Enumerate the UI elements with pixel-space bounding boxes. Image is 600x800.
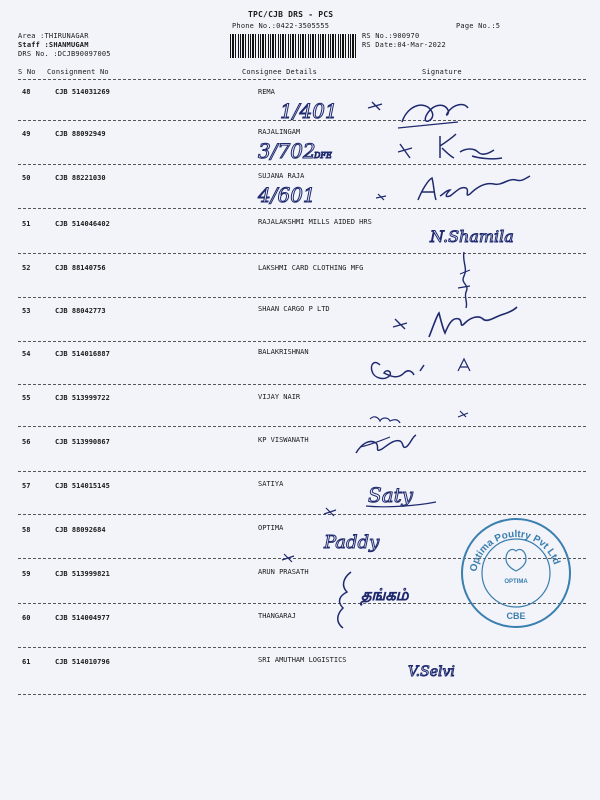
row-sno: 53 xyxy=(22,307,31,315)
col-consignment-header: Consignment No xyxy=(47,68,109,76)
phone-number: Phone No.:0422-3505555 xyxy=(232,22,330,30)
signature-row61 xyxy=(400,648,520,688)
row-consignment: CJB 88042773 xyxy=(55,307,106,315)
handwritten-signature: Paddy xyxy=(324,532,380,553)
report-title: TPC/CJB DRS - PCS xyxy=(248,10,334,19)
row-consignment: CJB 514004977 xyxy=(55,614,110,622)
rs-date: RS Date:04-Mar-2022 xyxy=(362,41,446,49)
row-sno: 57 xyxy=(22,482,31,490)
row-consignment: CJB 514016887 xyxy=(55,350,110,358)
signature-row53 xyxy=(385,305,535,345)
row-consignee: OPTIMA xyxy=(258,524,284,532)
signature-row49 xyxy=(250,130,550,170)
row-consignee: BALAKRISHNAN xyxy=(258,348,309,356)
col-sno-header: S No xyxy=(18,68,36,76)
header-divider xyxy=(18,79,586,80)
handwritten-signature: N.Shamila xyxy=(430,227,514,246)
handwritten-note: DFE xyxy=(314,151,332,160)
col-signature-header: Signature xyxy=(422,68,462,76)
row-consignment: CJB 88221030 xyxy=(55,174,106,182)
drs-number: DRS No. :DCJB90097005 xyxy=(18,50,111,58)
stamp-brand: OPTIMA xyxy=(504,579,528,585)
signature-row57 xyxy=(310,478,470,518)
row-consignee: KP VISWANATH xyxy=(258,436,309,444)
signature-row54 xyxy=(360,345,500,385)
row-sno: 49 xyxy=(22,130,31,138)
row-consignment: CJB 514015145 xyxy=(55,482,110,490)
barcode xyxy=(230,34,358,58)
row-sno: 61 xyxy=(22,658,31,666)
row-consignee: ARUN PRASATH xyxy=(258,568,309,576)
company-stamp xyxy=(458,515,574,631)
handwritten-signature: V.Selvi xyxy=(408,664,455,680)
handwritten-signature: தங்கம் xyxy=(361,585,409,604)
row-consignee: THANGARAJ xyxy=(258,612,296,620)
row-sno: 58 xyxy=(22,526,31,534)
row-divider xyxy=(18,694,586,695)
page-number: Page No.:5 xyxy=(456,22,501,30)
row-sno: 54 xyxy=(22,350,31,358)
handwritten-note: 1/401 xyxy=(280,99,338,123)
row-sno: 59 xyxy=(22,570,31,578)
row-sno: 48 xyxy=(22,88,31,96)
row-sno: 50 xyxy=(22,174,31,182)
handwritten-signature: Saty xyxy=(368,483,413,507)
col-consignee-header: Consignee Details xyxy=(242,68,318,76)
row-consignee: RAJALAKSHMI MILLS AIDED HRS xyxy=(258,218,372,226)
row-consignee: SATIYA xyxy=(258,480,284,488)
row-consignee: REMA xyxy=(258,88,275,96)
row-consignment: CJB 88092684 xyxy=(55,526,106,534)
stamp-text: Optima Poultry Pvt Ltd xyxy=(468,528,562,573)
row-consignment: CJB 514046402 xyxy=(55,220,110,228)
row-divider xyxy=(18,471,586,472)
signature-row56 xyxy=(350,405,500,465)
rs-number: RS No.:900970 xyxy=(362,32,420,40)
area-label: Area :THIRUNAGAR xyxy=(18,32,89,40)
row-divider xyxy=(18,426,586,427)
row-sno: 51 xyxy=(22,220,31,228)
row-sno: 55 xyxy=(22,394,31,402)
row-sno: 52 xyxy=(22,264,31,272)
row-consignee: VIJAY NAIR xyxy=(258,393,301,401)
row-consignee: RAJALINGAM xyxy=(258,128,301,136)
row-sno: 56 xyxy=(22,438,31,446)
stamp-city: CBE xyxy=(506,611,526,621)
signature-row50 xyxy=(250,172,550,212)
row-consignment: CJB 513999821 xyxy=(55,570,110,578)
row-consignment: CJB 513990867 xyxy=(55,438,110,446)
row-sno: 60 xyxy=(22,614,31,622)
row-consignment: CJB 513999722 xyxy=(55,394,110,402)
handwritten-note: 3/702 xyxy=(258,139,316,163)
row-consignment: CJB 88140756 xyxy=(55,264,106,272)
row-consignee: SUJANA RAJA xyxy=(258,172,305,180)
handwritten-note: 4/601 xyxy=(258,183,316,207)
row-consignee: SHAAN CARGO P LTD xyxy=(258,305,330,313)
row-divider xyxy=(18,384,586,385)
row-consignment: CJB 514010796 xyxy=(55,658,110,666)
row-consignee: SRI AMUTHAM LOGISTICS xyxy=(258,656,347,664)
row-consignment: CJB 514031269 xyxy=(55,88,110,96)
row-consignee: LAKSHMI CARD CLOTHING MFG xyxy=(258,264,364,272)
staff-label: Staff :SHANMUGAM xyxy=(18,41,89,49)
bird-icon xyxy=(506,549,526,571)
row-consignment: CJB 88092949 xyxy=(55,130,106,138)
signature-row58 xyxy=(280,522,430,572)
